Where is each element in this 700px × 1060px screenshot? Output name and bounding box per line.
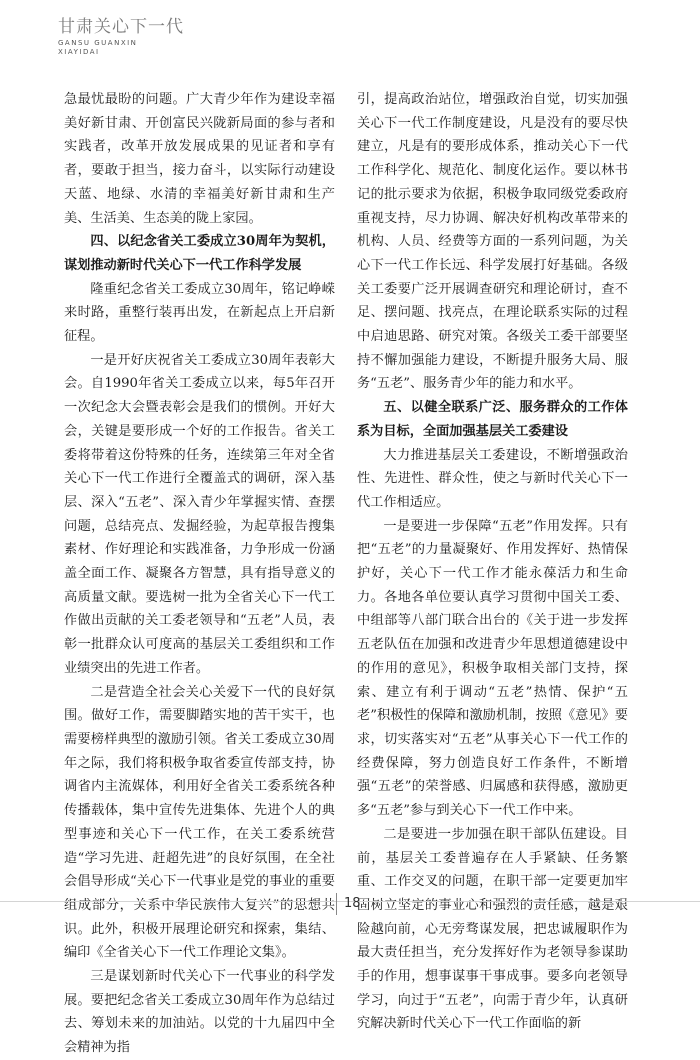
body-paragraph: 急最忧最盼的问题。广大青少年作为建设幸福美好新甘肃、开创富民兴陇新局面的参与者和实践者，改革开放发展成果的见证者和享有者，要敢于担当，接力奋斗，以实际行动建设天蓝、地绿、水清的幸福美好新甘肃和生产美、生活美、生态美的陇上家园。 [64, 92, 335, 226]
logo-sub-line-2: XIAYIDAI [58, 48, 100, 56]
section-heading: 五、以健全联系广泛、服务群众的工作体系为目标，全面加强基层关工委建设 [357, 400, 628, 439]
logo-wordmark [58, 12, 198, 37]
page-number-bar [336, 893, 337, 915]
logo-sub-line-1: GANSU GUANXIN [58, 39, 138, 47]
body-paragraph: 三是谋划新时代关心下一代事业的科学发展。要把纪念省关工委成立30周年作为总结过去、筹划未来的加油站。以党的十九届四中全会精神为指 [64, 969, 335, 1056]
body-paragraph: 一是开好庆祝省关工委成立30周年表彰大会。自1990年省关工委成立以来，每5年召开一次纪念大会暨表彰会是我们的惯例。开好大会，关键是要形成一个好的工作报告。省关工委将带着这份特殊的任务，连续第三年对全省关心下一代工作进行全覆盖式的调研，深入基层、深入“五老”、深入青少年掌握实情、查摆问题，总结亮点、发掘经验，为起草报告搜集素材、作好理论和实践准备，力争形成一份涵盖全面工作、凝聚各方智慧，具有指导意义的高质量文献。要选树一批为全省关心下一代工作做出贡献的关工委老领导和“五老”人员，表彰一批群众认可度高的基层关工委组织和工作业绩突出的先进工作者。 [64, 352, 335, 676]
right-column [357, 88, 628, 1036]
body-paragraph: 一是要进一步保障“五老”作用发挥。只有把“五老”的力量凝聚好、作用发挥好、热情保护好，关心下一代工作才能永葆活力和生命力。各地各单位要认真学习贯彻中国关工委、中组部等八部门联合出台的《关于进一步发挥五老队伍在加强和改进青少年思想道德建设中的作用的意见》，积极争取相关部门支持，探索、建立有利于调动“五老”热情、保护“五老”积极性的保障和激励机制，按照《意见》要求，切实落实对“五老”从事关心下一代工作的经费保障，努力创造良好工作条件，不断增强“五老”的荣誉感、归属感和获得感，激励更多“五老”参与到关心下一代工作中来。 [357, 518, 628, 819]
body-paragraph: 二是要进一步加强在职干部队伍建设。目前，基层关工委普遍存在人手紧缺、任务繁重、工作交叉的问题，在职干部一定要更加牢固树立坚定的事业心和强烈的责任感，越是艰险越向前，心无旁骛谋发展，把忠诚履职作为最大责任担当，充分发挥好作为老领导参谋助手的作用，想事谋事干事成事。要多向老领导学习，向过于“五老”，向需于青少年，认真研究解决新时代关心下一代工作面临的新 [357, 826, 628, 1032]
body-paragraph: 引，提高政治站位，增强政治自觉，切实加强关心下一代工作制度建设，凡是没有的要尽快建立，凡是有的要形成体系，推动关心下一代工作科学化、规范化、制度化运作。要以林书记的批示要求为依据，积极争取同级党委政府重视支持，尽力协调、解决好机构改革带来的机构、人员、经费等方面的一系列问题，为关心下一代工作长远、科学发展打好基础。各级关工委要广泛开展调查研究和理论研讨，查不足、摆问题、找亮点，在理论联系实际的过程中启迪思路、研究对策。各级关工委干部要坚持不懈加强能力建设，不断提升服务大局、服务“五老”、服务青少年的能力和水平。 [357, 92, 628, 392]
page-number: 18 [344, 896, 361, 911]
body-paragraph: 大力推进基层关工委建设，不断增强政治性、先进性、群众性，使之与新时代关心下一代工作相适应。 [357, 447, 628, 510]
body-paragraph: 二是营造全社会关心关爱下一代的良好氛围。做好工作，需要脚踏实地的苦干实干，也需要榜样典型的激励引领。省关工委成立30周年之际，我们将积极争取省委宣传部支持，协调省内主流媒体，利用好全省关工委系统各种传播载体，集中宣传先进集体、先进个人的典型事迹和关心下一代工作，在关工委系统营造“学习先进、赶超先进”的良好氛围，在全社会倡导形成“关心下一代事业是党的事业的重要组成部分，关系中华民族伟大复兴”的思想共识。此外，积极开展理论研究和探索，集结、编印《全省关心下一代工作理论文集》。 [64, 684, 335, 961]
left-column [64, 88, 335, 1060]
logo-text: 甘肃关心下一代 [58, 17, 184, 37]
body-paragraph: 隆重纪念省关工委成立30周年，铭记峥嵘来时路，重整行装再出发，在新起点上开启新征程。 [64, 281, 335, 345]
logo-subtitle [58, 39, 198, 57]
magazine-logo [58, 12, 198, 72]
section-heading: 四、以纪念省关工委成立30周年为契机，谋划推动新时代关心下一代工作科学发展 [64, 234, 335, 273]
